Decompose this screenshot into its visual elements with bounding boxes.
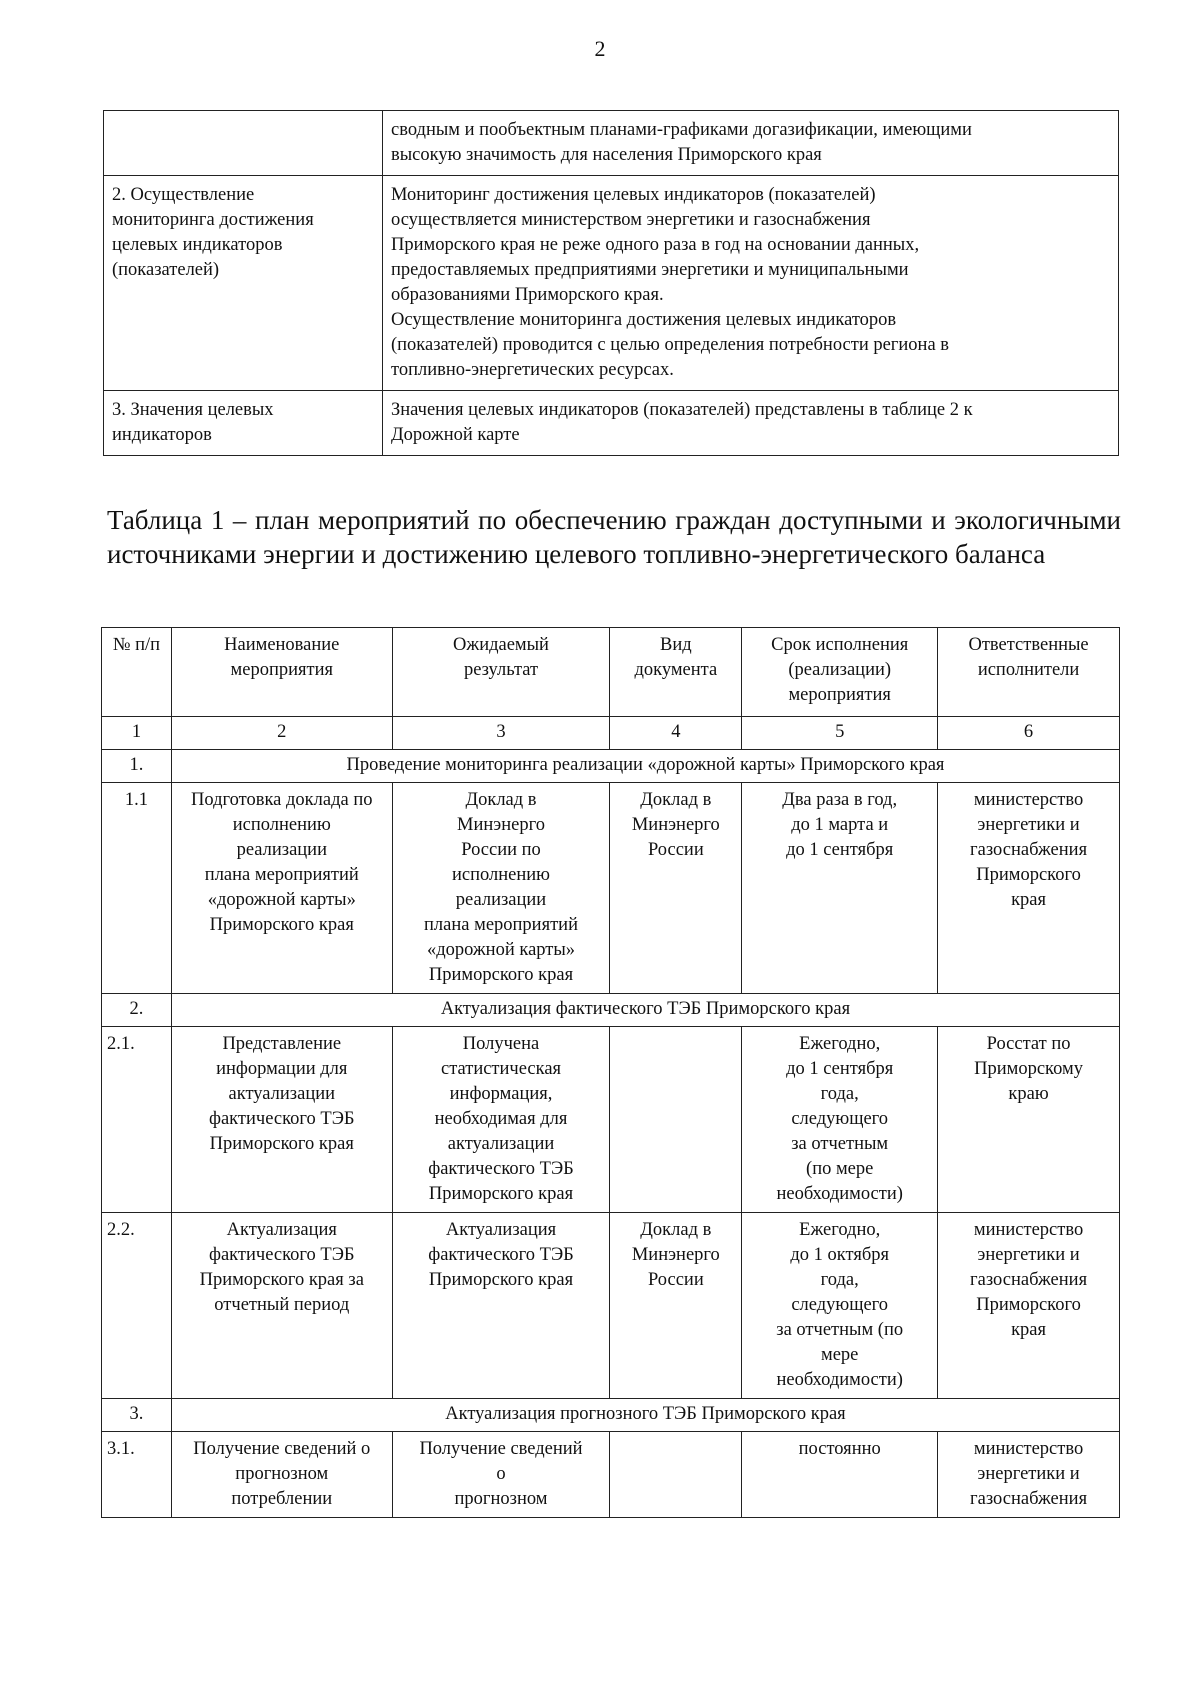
cell-line: России по [461,840,541,860]
cell-line: министерство [973,1220,1084,1240]
cell-line: Получение сведений о [193,1439,371,1459]
cell-line: до 1 сентября [786,840,894,860]
header-line: мероприятия [230,660,334,680]
cell-line: следующего [791,1109,889,1129]
cell-line: необходимости) [776,1370,903,1390]
goals-table [103,110,1119,456]
cell-line: фактического ТЭБ [208,1245,355,1265]
cell-line: необходимая для [434,1109,568,1129]
page-number: 2 [594,36,606,61]
cell-line: края [1011,890,1047,910]
column-number: 3 [392,717,610,750]
column-header [938,628,1120,717]
cell-line: Минэнерго [631,815,720,835]
cell-line: фактического ТЭБ [428,1245,574,1265]
cell-line: краю [1008,1084,1049,1104]
cell-line: реализации [236,840,327,860]
cell-line: образованиями Приморского края. [391,285,664,305]
cell-line: России [647,1270,704,1290]
cell-line: Приморского края [428,965,574,985]
cell-line: предоставляемых предприятиями энергетики и муниципальными [391,260,909,280]
cell-line: 2. Осуществление [112,185,255,205]
column-header [742,628,938,717]
section-number: 2. [102,994,172,1027]
document-type-cell [610,783,742,994]
cell-line: (по мере [806,1159,874,1179]
cell-line: Доклад в [640,1220,712,1240]
cell-line: Приморского края не реже одного раза в год на основании данных, [391,235,920,255]
document-type-cell [610,1027,742,1213]
cell-line: за отчетным [791,1134,889,1154]
cell-line: газоснабжения [970,1489,1088,1509]
cell-line: Приморского края [209,915,354,935]
row-number: 2.2. [102,1213,172,1399]
cell-line: топливно-энергетических ресурсах. [391,360,674,380]
header-line: Ответственные [968,635,1089,655]
measure-name-cell [171,783,392,994]
cell-line: Приморского края за [199,1270,364,1290]
cell-line: Росстат по [986,1034,1071,1054]
cell-line: актуализации [228,1084,336,1104]
cell-line: Получение сведений [419,1439,583,1459]
cell-line: края [1011,1320,1047,1340]
column-header [102,628,172,717]
header-line: Наименование [224,635,340,655]
row-number: 1.1 [102,783,172,994]
column-header [171,628,392,717]
row-label-cell [104,391,383,456]
measure-name-cell [171,1027,392,1213]
cell-line: энергетики и [977,1464,1080,1484]
cell-line: прогнозном [454,1489,548,1509]
section-number: 3. [102,1399,172,1432]
cell-line: мониторинга достижения [112,210,314,230]
header-line: исполнители [977,660,1080,680]
section-title: Актуализация фактического ТЭБ Приморского края [171,994,1119,1027]
cell-line: министерство [973,790,1084,810]
cell-line: Мониторинг достижения целевых индикаторов (показателей) [391,185,876,205]
table-row [102,1027,1120,1213]
document-type-cell [610,1213,742,1399]
cell-line: Значения целевых индикаторов (показателей) представлены в таблице 2 к [391,400,973,420]
cell-line: Получена [462,1034,540,1054]
responsible-cell [938,1027,1120,1213]
document-type-cell [610,1432,742,1518]
section-title: Проведение мониторинга реализации «дорожной карты» Приморского края [171,750,1119,783]
cell-line: следующего [791,1295,889,1315]
cell-line: Подготовка доклада по [191,790,373,810]
cell-line: до 1 сентября [786,1059,894,1079]
column-number: 4 [610,717,742,750]
cell-line: плана мероприятий [424,915,578,935]
expected-result-cell [392,1027,610,1213]
cell-line: информация, [449,1084,553,1104]
column-number: 5 [742,717,938,750]
expected-result-cell [392,783,610,994]
deadline-cell [742,783,938,994]
cell-line: Приморского края [209,1134,354,1154]
deadline-cell [742,1213,938,1399]
cell-line: фактического ТЭБ [428,1159,574,1179]
deadline-cell [742,1027,938,1213]
column-number: 1 [102,717,172,750]
section-row [102,994,1120,1027]
cell-line: индикаторов [112,425,212,445]
cell-line: Приморского края [428,1184,574,1204]
header-row [102,628,1120,717]
header-line: результат [463,660,539,680]
cell-line: целевых индикаторов [112,235,283,255]
cell-line: Приморскому [974,1059,1083,1079]
cell-line: Минэнерго [631,1245,720,1265]
cell-line: Приморского края [428,1270,574,1290]
cell-line: до 1 марта и [791,815,889,835]
cell-line: Доклад в [640,790,712,810]
row-content-cell [383,391,1119,456]
cell-line: мере [821,1345,859,1365]
header-line: № п/п [112,635,161,655]
row-label-cell [104,176,383,391]
cell-line: Приморского [976,1295,1081,1315]
cell-line: реализации [455,890,547,910]
cell-line: года, [820,1270,859,1290]
cell-line: министерство [973,1439,1084,1459]
action-plan-table [101,627,1120,1518]
cell-line: энергетики и [977,815,1080,835]
column-header [610,628,742,717]
cell-line: осуществляется министерством энергетики и газоснабжения [391,210,871,230]
section-title: Актуализация прогнозного ТЭБ Приморского края [171,1399,1119,1432]
cell-line: исполнению [232,815,331,835]
table-row [102,1432,1120,1518]
cell-line: необходимости) [776,1184,903,1204]
row-label-cell [104,111,383,176]
cell-line: года, [820,1084,859,1104]
row-content-cell [383,111,1119,176]
row-content-cell [383,176,1119,391]
cell-line: постоянно [798,1439,881,1459]
expected-result-cell [392,1432,610,1518]
cell-line: 3. Значения целевых [112,400,274,420]
measure-name-cell [171,1432,392,1518]
measure-name-cell [171,1213,392,1399]
column-number-row [102,717,1120,750]
column-number: 2 [171,717,392,750]
header-line: Вид [660,635,692,655]
cell-line: высокую значимость для населения Приморского края [391,145,822,165]
section-row [102,750,1120,783]
cell-line: прогнозном [235,1464,329,1484]
table-row [104,111,1119,176]
cell-line: Приморского [976,865,1081,885]
cell-line: России [647,840,704,860]
cell-line: (показателей) проводится с целью определения потребности региона в [391,335,950,355]
cell-line: Минэнерго [457,815,545,835]
cell-line: Актуализация [226,1220,337,1240]
responsible-cell [938,783,1120,994]
header-line: Ожидаемый [453,635,549,655]
row-number: 2.1. [102,1027,172,1213]
header-line: мероприятия [788,685,891,705]
table-row [102,1213,1120,1399]
cell-line: потреблении [231,1489,333,1509]
cell-line: Ежегодно, [799,1220,881,1240]
cell-line: плана мероприятий [204,865,359,885]
responsible-cell [938,1432,1120,1518]
cell-line: Актуализация [445,1220,557,1240]
header-line: (реализации) [788,660,892,680]
cell-line: актуализации [447,1134,555,1154]
table-row [102,783,1120,994]
cell-line: фактического ТЭБ [208,1109,355,1129]
cell-line: Представление [222,1034,342,1054]
cell-line: энергетики и [977,1245,1080,1265]
cell-line: отчетный период [214,1295,350,1315]
header-line: Срок исполнения [771,635,909,655]
cell-line: Доклад в [465,790,537,810]
expected-result-cell [392,1213,610,1399]
cell-line: исполнению [452,865,550,885]
table-row [104,176,1119,391]
section-number: 1. [102,750,172,783]
cell-line: сводным и пообъектным планами-графиками догазификации, имеющими [391,120,972,140]
table-row [104,391,1119,456]
column-number: 6 [938,717,1120,750]
cell-line: газоснабжения [970,1270,1088,1290]
cell-line: «дорожной карты» [207,890,356,910]
cell-line: Два раза в год, [782,790,898,810]
cell-line: «дорожной карты» [426,940,576,960]
cell-line: Ежегодно, [799,1034,881,1054]
header-line: документа [634,660,718,680]
section-row [102,1399,1120,1432]
deadline-cell [742,1432,938,1518]
cell-line: статистическая [440,1059,562,1079]
cell-line: до 1 октября [790,1245,890,1265]
column-header [392,628,610,717]
cell-line: (показателей) [112,260,220,280]
cell-line: о [496,1464,506,1484]
responsible-cell [938,1213,1120,1399]
cell-line: информации для [216,1059,348,1079]
cell-line: Осуществление мониторинга достижения целевых индикаторов [391,310,897,330]
cell-line: Дорожной карте [391,425,520,445]
cell-line: газоснабжения [970,840,1088,860]
table-caption: Таблица 1 – план мероприятий по обеспечению граждан доступными и экологичными источниками энергии и достижению целевого топливно-энергетического баланса [107,505,1121,569]
cell-line: за отчетным (по [776,1320,904,1340]
row-number: 3.1. [102,1432,172,1518]
